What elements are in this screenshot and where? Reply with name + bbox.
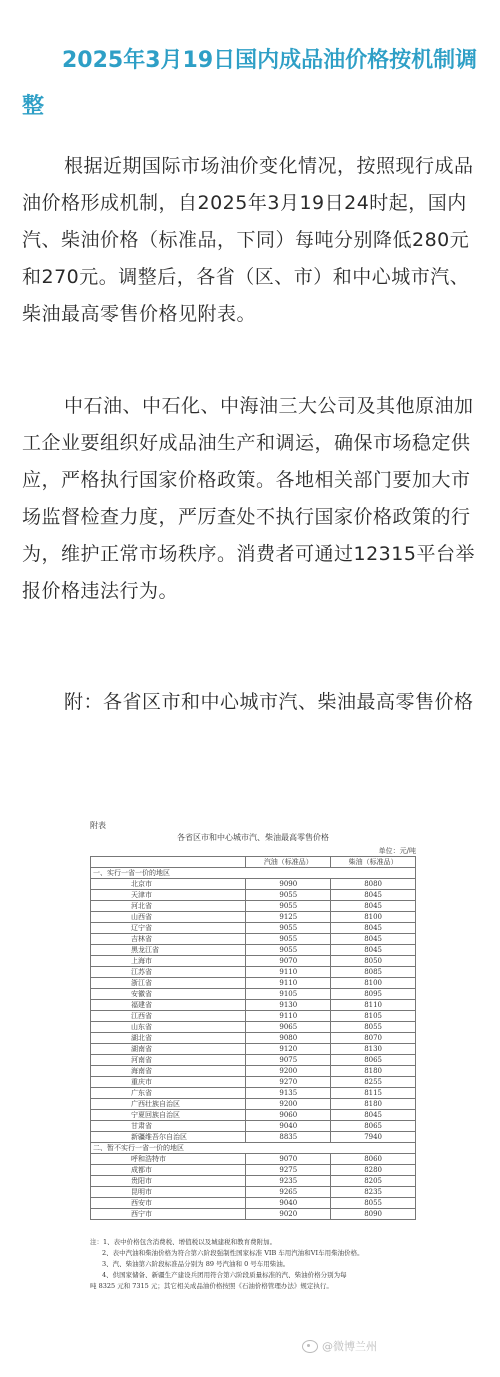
cell-gasoline: 9275 <box>246 1165 331 1176</box>
cell-diesel: 8095 <box>331 989 416 1000</box>
table-row <box>91 1132 416 1143</box>
cell-region: 广西壮族自治区 <box>91 1099 246 1110</box>
watermark-text: @微博兰州 <box>322 1340 377 1353</box>
cell-diesel: 8090 <box>331 1209 416 1220</box>
cell-gasoline: 8835 <box>246 1132 331 1143</box>
cell-diesel: 8045 <box>331 890 416 901</box>
article-paragraph-3: 附：各省区市和中心城市汽、柴油最高零售价格 <box>64 691 474 713</box>
table-row <box>91 1055 416 1066</box>
table-row <box>91 923 416 934</box>
cell-diesel: 8055 <box>331 1022 416 1033</box>
cell-gasoline: 9110 <box>246 967 331 978</box>
watermark <box>302 1338 377 1354</box>
cell-diesel: 8105 <box>331 1011 416 1022</box>
table-row <box>91 1165 416 1176</box>
cell-diesel: 8065 <box>331 1055 416 1066</box>
table-row <box>91 989 416 1000</box>
cell-gasoline: 9055 <box>246 934 331 945</box>
cell-region: 吉林省 <box>91 934 246 945</box>
cell-gasoline: 9090 <box>246 879 331 890</box>
table-row <box>91 1110 416 1121</box>
cell-gasoline: 9110 <box>246 978 331 989</box>
cell-region: 江西省 <box>91 1011 246 1022</box>
cell-region: 山东省 <box>91 1022 246 1033</box>
table-row <box>91 1121 416 1132</box>
header-diesel: 柴油（标准品） <box>331 857 416 868</box>
cell-diesel: 8060 <box>331 1154 416 1165</box>
cell-gasoline: 9070 <box>246 956 331 967</box>
cell-region: 江苏省 <box>91 967 246 978</box>
section-label: 二、暂不实行一省一价的地区 <box>91 1143 416 1154</box>
cell-diesel: 8180 <box>331 1066 416 1077</box>
article-paragraph-2: 中石油、中石化、中海油三大公司及其他原油加工企业要组织好成品油生产和调运，确保市场稳定供应，严格执行国家价格政策。各地相关部门要加大市场监督检查力度，严厉查处不执行国家价格政策的行为，维护正常市场秩序。消费者可通过12315平台举报价格违法行为。 <box>22 395 475 602</box>
cell-gasoline: 9055 <box>246 923 331 934</box>
note-line: 吨 8325 元和 7315 元；其它相关成品油价格按照《石油价格管理办法》规定执行。 <box>90 1282 333 1290</box>
table-title: 各省区市和中心城市汽、柴油最高零售价格 <box>177 833 329 842</box>
cell-diesel: 8080 <box>331 879 416 890</box>
table-row <box>91 1088 416 1099</box>
cell-gasoline: 9200 <box>246 1066 331 1077</box>
cell-diesel: 8100 <box>331 978 416 989</box>
cell-gasoline: 9120 <box>246 1044 331 1055</box>
cell-region: 福建省 <box>91 1000 246 1011</box>
section-label: 一、实行一省一价的地区 <box>91 868 416 879</box>
cell-diesel: 8235 <box>331 1187 416 1198</box>
table-row <box>91 1198 416 1209</box>
price-table <box>90 856 416 1220</box>
cell-diesel: 8045 <box>331 923 416 934</box>
table-row <box>91 1044 416 1055</box>
cell-diesel: 8110 <box>331 1000 416 1011</box>
table-header-row <box>91 857 416 868</box>
header-region <box>91 857 246 868</box>
cell-diesel: 8070 <box>331 1033 416 1044</box>
cell-gasoline: 9020 <box>246 1209 331 1220</box>
cell-region: 辽宁省 <box>91 923 246 934</box>
cell-diesel: 8045 <box>331 1110 416 1121</box>
table-row <box>91 978 416 989</box>
cell-diesel: 8180 <box>331 1099 416 1110</box>
cell-diesel: 8045 <box>331 934 416 945</box>
cell-diesel: 8255 <box>331 1077 416 1088</box>
table-row <box>91 1099 416 1110</box>
cell-region: 河北省 <box>91 901 246 912</box>
cell-diesel: 8065 <box>331 1121 416 1132</box>
table-row <box>91 1011 416 1022</box>
cell-region: 河南省 <box>91 1055 246 1066</box>
table-row <box>91 890 416 901</box>
cell-region: 西宁市 <box>91 1209 246 1220</box>
cell-region: 宁夏回族自治区 <box>91 1110 246 1121</box>
table-notes <box>90 1237 416 1292</box>
note-line: 2、表中汽油和柴油价格为符合第六阶段强制性国家标准 VIB 车用汽油和VI车用柴油价格。 <box>102 1249 364 1257</box>
cell-diesel: 8205 <box>331 1176 416 1187</box>
table-unit: 单位：元/吨 <box>378 847 416 855</box>
cell-gasoline: 9055 <box>246 890 331 901</box>
note-line: 4、供国家储备、新疆生产建设兵团用符合第六阶段质量标准的汽、柴油价格分别为每 <box>102 1271 347 1279</box>
note-line: 注：1、表中价格包含消费税、增值税以及城建税和教育费附加。 <box>90 1238 277 1246</box>
table-row <box>91 1033 416 1044</box>
header-gasoline: 汽油（标准品） <box>246 857 331 868</box>
table-row <box>91 1000 416 1011</box>
cell-region: 成都市 <box>91 1165 246 1176</box>
cell-region: 西安市 <box>91 1198 246 1209</box>
article-paragraph-1: 根据近期国际市场油价变化情况，按照现行成品油价格形成机制，自2025年3月19日24时起，国内汽、柴油价格（标准品，下同）每吨分别降低280元和270元。调整后，各省（区、市）和中心城市汽、柴油最高零售价格见附表。 <box>22 155 474 325</box>
cell-gasoline: 9235 <box>246 1176 331 1187</box>
cell-diesel: 8055 <box>331 1198 416 1209</box>
cell-diesel: 8115 <box>331 1088 416 1099</box>
table-row <box>91 901 416 912</box>
article-title: 2025年3月19日国内成品油价格按机制调整 <box>22 48 478 119</box>
cell-diesel: 8085 <box>331 967 416 978</box>
cell-gasoline: 9040 <box>246 1198 331 1209</box>
table-row <box>91 879 416 890</box>
cell-gasoline: 9110 <box>246 1011 331 1022</box>
cell-gasoline: 9105 <box>246 989 331 1000</box>
cell-gasoline: 9265 <box>246 1187 331 1198</box>
cell-region: 贵阳市 <box>91 1176 246 1187</box>
cell-gasoline: 9055 <box>246 945 331 956</box>
cell-gasoline: 9070 <box>246 1154 331 1165</box>
cell-gasoline: 9130 <box>246 1000 331 1011</box>
cell-region: 海南省 <box>91 1066 246 1077</box>
table-row <box>91 1022 416 1033</box>
weibo-icon <box>302 1340 318 1353</box>
table-row <box>91 945 416 956</box>
cell-region: 呼和浩特市 <box>91 1154 246 1165</box>
cell-region: 浙江省 <box>91 978 246 989</box>
table-row <box>91 912 416 923</box>
table-row <box>91 1187 416 1198</box>
cell-region: 上海市 <box>91 956 246 967</box>
cell-region: 安徽省 <box>91 989 246 1000</box>
cell-diesel: 8280 <box>331 1165 416 1176</box>
attach-label: 附表 <box>90 821 106 830</box>
cell-region: 黑龙江省 <box>91 945 246 956</box>
cell-region: 新疆维吾尔自治区 <box>91 1132 246 1143</box>
table-row <box>91 1209 416 1220</box>
table-row <box>91 1077 416 1088</box>
cell-gasoline: 9075 <box>246 1055 331 1066</box>
cell-diesel: 8045 <box>331 901 416 912</box>
table-row <box>91 956 416 967</box>
cell-region: 广东省 <box>91 1088 246 1099</box>
table-row <box>91 934 416 945</box>
cell-gasoline: 9060 <box>246 1110 331 1121</box>
cell-gasoline: 9080 <box>246 1033 331 1044</box>
table-row <box>91 967 416 978</box>
cell-gasoline: 9055 <box>246 901 331 912</box>
cell-gasoline: 9200 <box>246 1099 331 1110</box>
table-row <box>91 1066 416 1077</box>
cell-region: 湖北省 <box>91 1033 246 1044</box>
table-section-row <box>91 1143 416 1154</box>
cell-region: 天津市 <box>91 890 246 901</box>
table-section-row <box>91 868 416 879</box>
table-row <box>91 1176 416 1187</box>
cell-diesel: 8100 <box>331 912 416 923</box>
cell-region: 湖南省 <box>91 1044 246 1055</box>
cell-region: 甘肃省 <box>91 1121 246 1132</box>
note-line: 3、汽、柴油第六阶段标准品分别为 89 号汽油和 0 号车用柴油。 <box>102 1260 290 1268</box>
cell-diesel: 8050 <box>331 956 416 967</box>
cell-gasoline: 9270 <box>246 1077 331 1088</box>
cell-region: 北京市 <box>91 879 246 890</box>
cell-diesel: 8130 <box>331 1044 416 1055</box>
cell-diesel: 7940 <box>331 1132 416 1143</box>
cell-diesel: 8045 <box>331 945 416 956</box>
cell-region: 山西省 <box>91 912 246 923</box>
cell-gasoline: 9135 <box>246 1088 331 1099</box>
cell-gasoline: 9040 <box>246 1121 331 1132</box>
cell-gasoline: 9065 <box>246 1022 331 1033</box>
cell-region: 昆明市 <box>91 1187 246 1198</box>
cell-region: 重庆市 <box>91 1077 246 1088</box>
table-row <box>91 1154 416 1165</box>
cell-gasoline: 9125 <box>246 912 331 923</box>
